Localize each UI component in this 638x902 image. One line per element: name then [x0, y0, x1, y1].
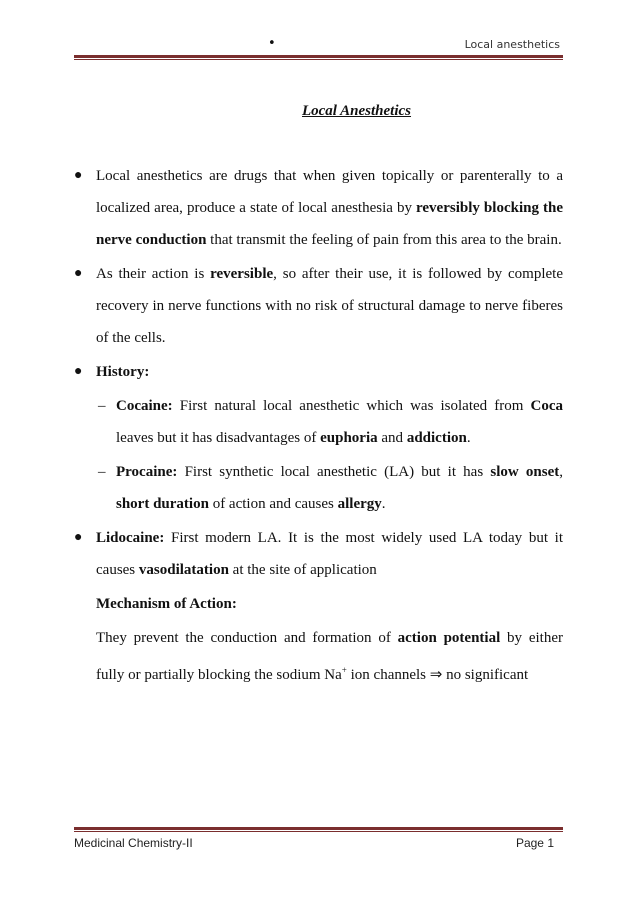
history-heading: History: — [96, 364, 150, 380]
footer-rule — [74, 827, 563, 832]
footer-course-name: Medicinal Chemistry-II — [74, 836, 193, 850]
header-rule — [74, 55, 563, 60]
list-item-reversible: ● As their action is reversible, so after their use, it is followed by complete recovery in nerve functions with no risk of structural damage to nerve fiberes of the cells. — [74, 258, 563, 354]
mechanism-paragraph: They prevent the conduction and formation of action potential by either fully or partially blocking the sodium Na+ ion channels ⇒ no significant — [96, 630, 563, 683]
page-title — [0, 103, 638, 120]
bullet-icon: ● — [74, 364, 83, 379]
list-item-lidocaine: ● Lidocaine: First modern LA. It is the most widely used LA today but it causes vasodilatation at the site of application — [74, 522, 563, 586]
sub-item-cocaine: – Cocaine: First natural local anesthetic which was isolated from Coca leaves but it has disadvantages of euphoria and addiction. — [74, 390, 563, 454]
running-header-title: Local anesthetics — [464, 38, 560, 51]
list-item-definition: ● Local anesthetics are drugs that when given topically or parenterally to a localized area, produce a state of local anesthesia by reversibly blocking the nerve conduction that transmit the feeling of pain from this area to the brain. — [74, 160, 563, 256]
dash-icon: – — [98, 464, 106, 480]
header-bullet-mark: • — [268, 36, 276, 51]
dash-icon: – — [98, 398, 106, 414]
bullet-icon: ● — [74, 530, 83, 545]
list-item-history — [74, 356, 563, 388]
document-body — [74, 160, 563, 691]
mechanism-heading: Mechanism of Action: — [96, 596, 237, 612]
page-title-text: Local Anesthetics — [301, 103, 412, 119]
sub-item-procaine: – Procaine: First synthetic local anesthetic (LA) but it has slow onset, short duration of action and causes allergy. — [74, 456, 563, 520]
bullet-icon: ● — [74, 168, 83, 183]
bullet-icon: ● — [74, 266, 83, 281]
footer-page-number: Page 1 — [515, 836, 554, 850]
